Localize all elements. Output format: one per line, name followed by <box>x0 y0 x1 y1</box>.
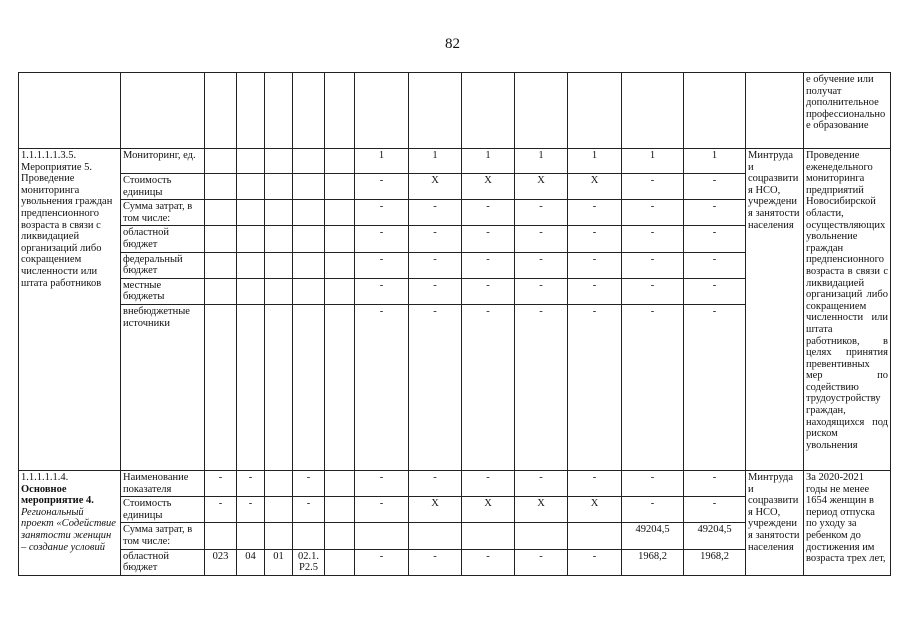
value-cell: 1 <box>568 149 622 174</box>
value-cell: 1 <box>355 149 409 174</box>
value-cell: - <box>409 304 462 470</box>
value-cell <box>515 523 568 549</box>
value-cell: X <box>409 174 462 200</box>
table-row <box>19 470 891 496</box>
value-cell: - <box>684 497 746 523</box>
code-cell: 023 <box>205 549 237 575</box>
value-cell: - <box>568 278 622 304</box>
code-cell: - <box>237 497 265 523</box>
value-cell: X <box>515 174 568 200</box>
activity-title: Основное мероприятие 4. <box>21 483 94 507</box>
value-cell: - <box>568 549 622 575</box>
row-label: Мониторинг, ед. <box>121 149 205 174</box>
value-cell: 1 <box>409 149 462 174</box>
value-cell <box>462 523 515 549</box>
page-number: 82 <box>445 36 460 52</box>
code-cell <box>265 523 293 549</box>
value-cell: - <box>462 252 515 278</box>
value-cell: - <box>622 226 684 252</box>
activity-cell <box>19 149 121 471</box>
value-cell: - <box>462 226 515 252</box>
value-cell: - <box>409 200 462 226</box>
value-cell: - <box>515 226 568 252</box>
value-cell: - <box>622 304 684 470</box>
value-cell: - <box>622 497 684 523</box>
value-cell: - <box>684 278 746 304</box>
value-cell: 49204,5 <box>684 523 746 549</box>
value-cell: - <box>515 304 568 470</box>
value-cell <box>568 523 622 549</box>
row-label: внебюджетные источники <box>121 304 205 470</box>
code-cell: 01 <box>265 549 293 575</box>
value-cell: - <box>462 278 515 304</box>
activity-cell <box>19 470 121 575</box>
value-cell <box>355 523 409 549</box>
program-table <box>18 72 891 576</box>
code-cell <box>293 523 325 549</box>
value-cell: X <box>462 497 515 523</box>
value-cell: - <box>462 470 515 496</box>
value-cell: X <box>568 174 622 200</box>
activity-title: Мероприятие 5. <box>21 161 93 173</box>
row-label: федеральный бюджет <box>121 252 205 278</box>
value-cell: - <box>684 470 746 496</box>
value-cell: - <box>568 304 622 470</box>
value-cell: - <box>622 470 684 496</box>
value-cell: - <box>568 470 622 496</box>
value-cell: - <box>355 200 409 226</box>
row-label: Наименование показателя <box>121 470 205 496</box>
activity-code: 1.1.1.1.1.4. <box>21 471 69 483</box>
value-cell: - <box>622 278 684 304</box>
value-cell: - <box>355 549 409 575</box>
value-cell: - <box>462 549 515 575</box>
result-continuation: е обучение или получат дополнительное профессионально е образование <box>804 73 891 149</box>
value-cell: - <box>622 174 684 200</box>
value-cell: - <box>409 470 462 496</box>
code-cell: - <box>205 497 237 523</box>
row-label: Сумма затрат, в том числе: <box>121 523 205 549</box>
value-cell: 1 <box>622 149 684 174</box>
code-cell: - <box>237 470 265 496</box>
value-cell: 1968,2 <box>622 549 684 575</box>
value-cell: - <box>684 174 746 200</box>
value-cell: - <box>622 252 684 278</box>
value-cell: - <box>462 304 515 470</box>
code-cell: - <box>293 470 325 496</box>
table-row <box>19 149 891 174</box>
activity-name: Проведение мониторинга увольнения граждан предпенсионного возраста в связи с ликвидацией организаций либо сокращением численности или штата работников <box>21 173 113 289</box>
value-cell: 1 <box>462 149 515 174</box>
row-label: Стоимость единицы <box>121 497 205 523</box>
value-cell: - <box>568 200 622 226</box>
executor-cell: Минтруда и соцразвити я НСО, учреждени я занятости населения <box>746 149 804 471</box>
value-cell: X <box>462 174 515 200</box>
value-cell: - <box>684 200 746 226</box>
value-cell: - <box>515 252 568 278</box>
value-cell: - <box>355 304 409 470</box>
value-cell: 1968,2 <box>684 549 746 575</box>
value-cell: - <box>355 470 409 496</box>
value-cell: - <box>684 252 746 278</box>
code-cell: - <box>205 470 237 496</box>
row-label: местные бюджеты <box>121 278 205 304</box>
code-cell <box>237 523 265 549</box>
value-cell: - <box>355 174 409 200</box>
value-cell: - <box>409 549 462 575</box>
value-cell: X <box>409 497 462 523</box>
value-cell: - <box>515 278 568 304</box>
code-cell: - <box>293 497 325 523</box>
value-cell: 1 <box>684 149 746 174</box>
value-cell: - <box>355 226 409 252</box>
row-label: областной бюджет <box>121 549 205 575</box>
value-cell: - <box>355 278 409 304</box>
code-cell: 02.1. P2.5 <box>293 549 325 575</box>
value-cell: - <box>515 200 568 226</box>
value-cell: 1 <box>515 149 568 174</box>
value-cell <box>409 523 462 549</box>
result-cell: Проведение еженедельного мониторинга предприятий Новосибирской области, осуществляющих увольнение граждан предпенсионного возраста в связи с ликвидацией организаций либо сокращением численности или штата работников, в целях принятия превентивных мер по содействию трудоустройству граждан, находящихся под риском увольнения <box>804 149 891 471</box>
project-name: Региональный проект «Содействие занятости женщин – создание условий <box>21 506 116 553</box>
value-cell: - <box>515 470 568 496</box>
value-cell: - <box>515 549 568 575</box>
row-label: Стоимость единицы <box>121 174 205 200</box>
value-cell: - <box>622 200 684 226</box>
row-label: Сумма затрат, в том числе: <box>121 200 205 226</box>
value-cell: - <box>409 252 462 278</box>
value-cell: - <box>568 252 622 278</box>
code-cell: 04 <box>237 549 265 575</box>
result-cell: За 2020-2021 годы не менее 1654 женщин в период отпуска по уходу за ребенком до достижения им возраста трех лет, <box>804 470 891 575</box>
executor-cell: Минтруда и соцразвити я НСО, учреждени я занятости населения <box>746 470 804 575</box>
value-cell: - <box>355 252 409 278</box>
code-cell <box>265 497 293 523</box>
value-cell: - <box>684 226 746 252</box>
value-cell: - <box>409 278 462 304</box>
value-cell: - <box>462 200 515 226</box>
code-cell <box>205 523 237 549</box>
value-cell: - <box>355 497 409 523</box>
value-cell: - <box>684 304 746 470</box>
value-cell: - <box>409 226 462 252</box>
value-cell: 49204,5 <box>622 523 684 549</box>
value-cell: - <box>568 226 622 252</box>
value-cell: X <box>515 497 568 523</box>
row-label: областной бюджет <box>121 226 205 252</box>
activity-code: 1.1.1.1.1.3.5. <box>21 150 77 161</box>
code-cell <box>265 470 293 496</box>
continuation-row <box>19 73 891 149</box>
value-cell: X <box>568 497 622 523</box>
